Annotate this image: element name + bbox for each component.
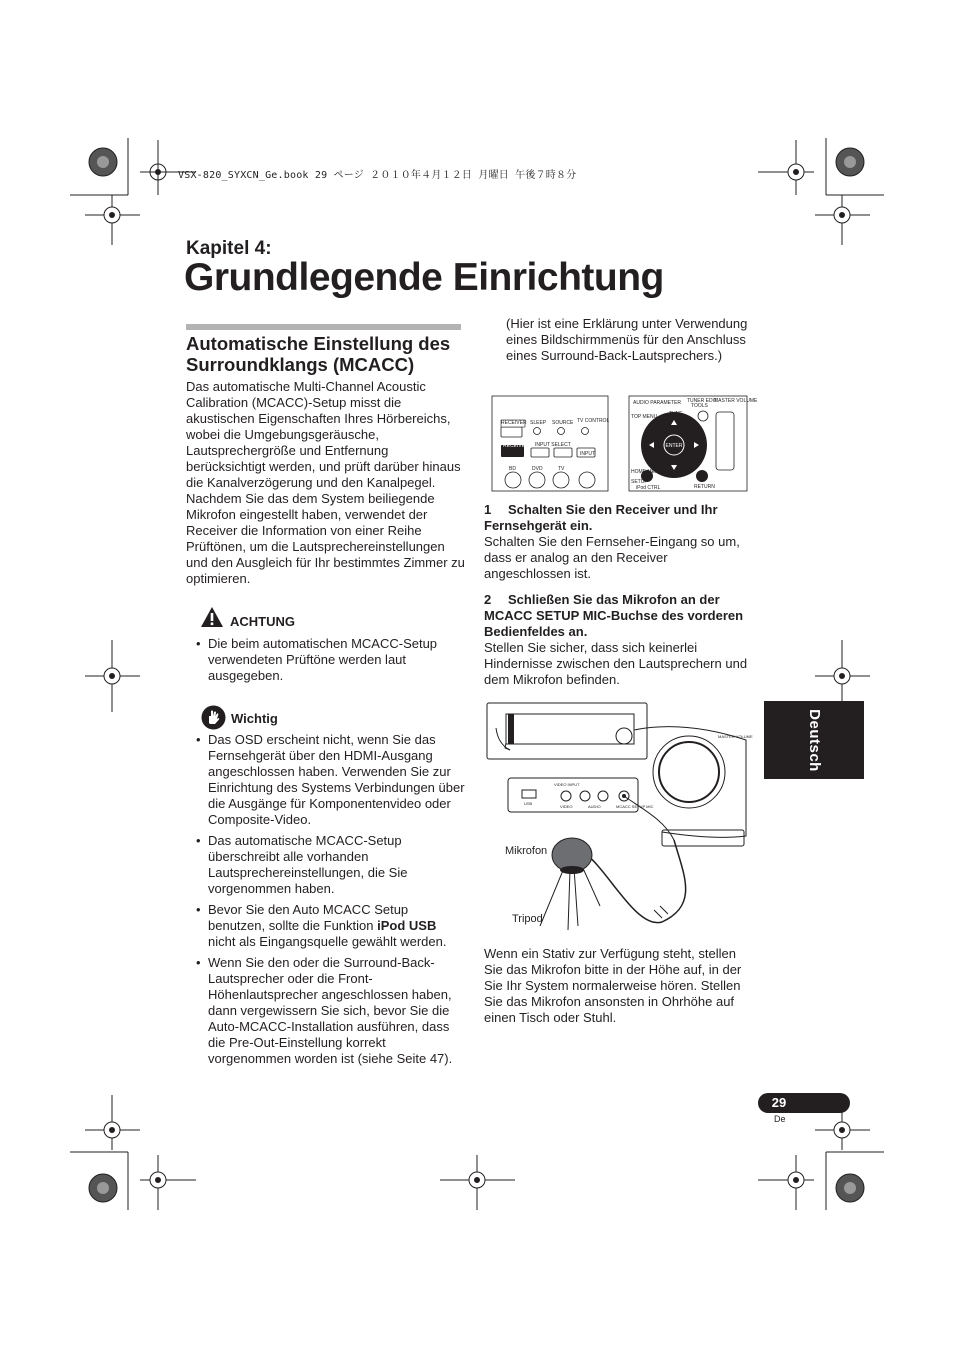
- remote-label: BD: [509, 466, 516, 472]
- important-list: [186, 732, 466, 1072]
- step-1-body: Schalten Sie den Fernseher-Eingang so um, dass er analog an den Receiver angeschlossen ist.: [484, 534, 740, 581]
- step-1-heading: [484, 502, 756, 534]
- step-heading-text: Schalten Sie den Receiver und Ihr Fernsehgerät ein.: [484, 502, 718, 533]
- remote-label: SOURCE: [552, 420, 574, 426]
- step-2-body: Stellen Sie sicher, dass sich keinerlei Hindernisse zwischen den Lautsprechern und dem Mikrofon befinden.: [484, 640, 748, 687]
- step-number: 2: [484, 592, 492, 607]
- page-title: Grundlegende Einrichtung: [184, 256, 664, 299]
- step-heading-text: Schließen Sie das Mikrofon an der MCACC SETUP MIC-Buchse des vorderen Bedienfeldes an.: [484, 592, 744, 639]
- remote-label: TV CONTROL: [577, 418, 610, 424]
- remote-label: RETURN: [694, 484, 715, 490]
- important-heading: Wichtig: [231, 711, 278, 726]
- book-header-line: VSX-820_SYXCN_Ge.book 29 ページ ２０１０年４月１２日 月曜日 午後７時８分: [178, 170, 577, 181]
- important-item: • Wenn Sie den oder die Surround-Back-Lautsprecher oder die Front-Höhenlautsprecher angeschlossen haben, dann vergewissern Sie sich, bevor Sie die Auto-MCACC-Installation ausführen, dass die Pre-Out-Einstellung korrekt vorgenommen worden ist (siehe Seite 47).: [186, 955, 466, 1067]
- right-intro: (Hier ist eine Erklärung unter Verwendung eines Bildschirmmenüs für den Anschluss eines Surround-Back-Lautsprechers.): [506, 316, 748, 363]
- panel-label: MASTER VOLUME: [718, 734, 753, 739]
- step-2-heading: [484, 592, 756, 640]
- important-item-text: Bevor Sie den Auto MCACC Setup benutzen, sollte die Funktion: [208, 902, 409, 933]
- remote-label: SLEEP: [530, 420, 547, 426]
- remote-label: MASTER VOLUME: [714, 398, 758, 404]
- microphone-label: Mikrofon: [505, 845, 548, 857]
- remote-enter-label: ENTER: [665, 443, 683, 449]
- remote-label: iPod CTRL: [636, 485, 661, 491]
- caution-heading: ACHTUNG: [230, 614, 295, 629]
- panel-label: MCACC SETUP MIC: [616, 804, 654, 809]
- remote-label: TV: [558, 466, 565, 472]
- ipod-usb-term: iPod USB: [377, 918, 437, 933]
- panel-label: USB: [524, 801, 533, 806]
- panel-label: AUDIO: [588, 804, 601, 809]
- caution-item: • Die beim automatischen MCACC-Setup verwendeten Prüftöne werden laut ausgegeben.: [186, 636, 466, 684]
- remote-control-figure: [491, 394, 758, 493]
- closing-paragraph: Wenn ein Stativ zur Verfügung steht, stellen Sie das Mikrofon bitte in der Höhe auf, in der Sie Ihr System normalerweise hören. Stellen Sie das Mikrofon ansonsten in Ohrhöhe auf einen Tisch oder Stuhl.: [484, 946, 742, 1025]
- step-2: [484, 592, 756, 688]
- language-label: Deutsch: [805, 708, 823, 772]
- section-title: Automatische Einstellung des Surroundklangs (MCACC): [186, 333, 451, 375]
- important-item: • Das OSD erscheint nicht, wenn Sie das Fernsehgerät über den HDMI-Ausgang angeschlossen haben. Verwenden Sie zur Einrichtung des Systems Verbindungen über die Ausgänge für Komponentenvideo oder Composite-Video.: [186, 732, 466, 828]
- important-item: • Das automatische MCACC-Setup überschreibt alle vorhanden Lautsprechereinstellungen, die Sie vorgenommen haben.: [186, 833, 466, 897]
- remote-label: INPUT: [580, 451, 595, 457]
- remote-label: RECEIVER: [501, 420, 527, 426]
- caution-list: [186, 636, 466, 689]
- section-rule: [186, 324, 461, 330]
- chapter-label: Kapitel 4:: [186, 238, 272, 259]
- remote-label: INPUT SELECT: [535, 442, 571, 448]
- page-number: 29: [771, 1095, 787, 1110]
- tripod-label: Tripod: [512, 913, 543, 925]
- important-hand-icon: [201, 705, 226, 730]
- remote-label: TUNER EDIT: [687, 398, 717, 404]
- important-item-text: nicht als Eingangsquelle gewählt werden.: [208, 934, 447, 949]
- page-language-code: De: [774, 1114, 786, 1124]
- remote-label: TOOLS: [691, 403, 708, 409]
- panel-label: VIDEO: [560, 804, 573, 809]
- step-1: [484, 502, 756, 582]
- microphone-setup-figure: [484, 700, 756, 932]
- remote-label: RECEIVER: [503, 443, 529, 449]
- important-item: [186, 902, 466, 950]
- remote-label: HOME MENU: [631, 469, 663, 475]
- warning-triangle-icon: [200, 606, 224, 628]
- remote-label: TOP MENU: [631, 414, 658, 420]
- language-tab: [764, 701, 864, 779]
- remote-label: SETUP: [631, 479, 648, 485]
- panel-label: VIDEO INPUT: [554, 782, 580, 787]
- section-intro: Das automatische Multi-Channel Acoustic Calibration (MCACC)-Setup misst die akustischen Eigenschaften Ihres Hörbereichs, wobei die Umgebungsgeräusche, Lautsprechergröße und Entfernung berücksichtigt werden, und prüft darüber hinaus die Kanalverzögerung und den Kanalpegel. Nachdem Sie das dem System beiliegende Mikrofon eingestellt haben, verwendet der Receiver die Information von einer Reihe Prüftönen, um die Lautsprechereinstellungen und den Ausgleich für Ihr bestimmtes Zimmer zu optimieren.: [186, 379, 465, 586]
- remote-label: TUNE: [669, 411, 683, 417]
- step-number: 1: [484, 502, 492, 517]
- remote-label: DVD: [532, 466, 543, 472]
- remote-label: AUDIO PARAMETER: [633, 400, 681, 406]
